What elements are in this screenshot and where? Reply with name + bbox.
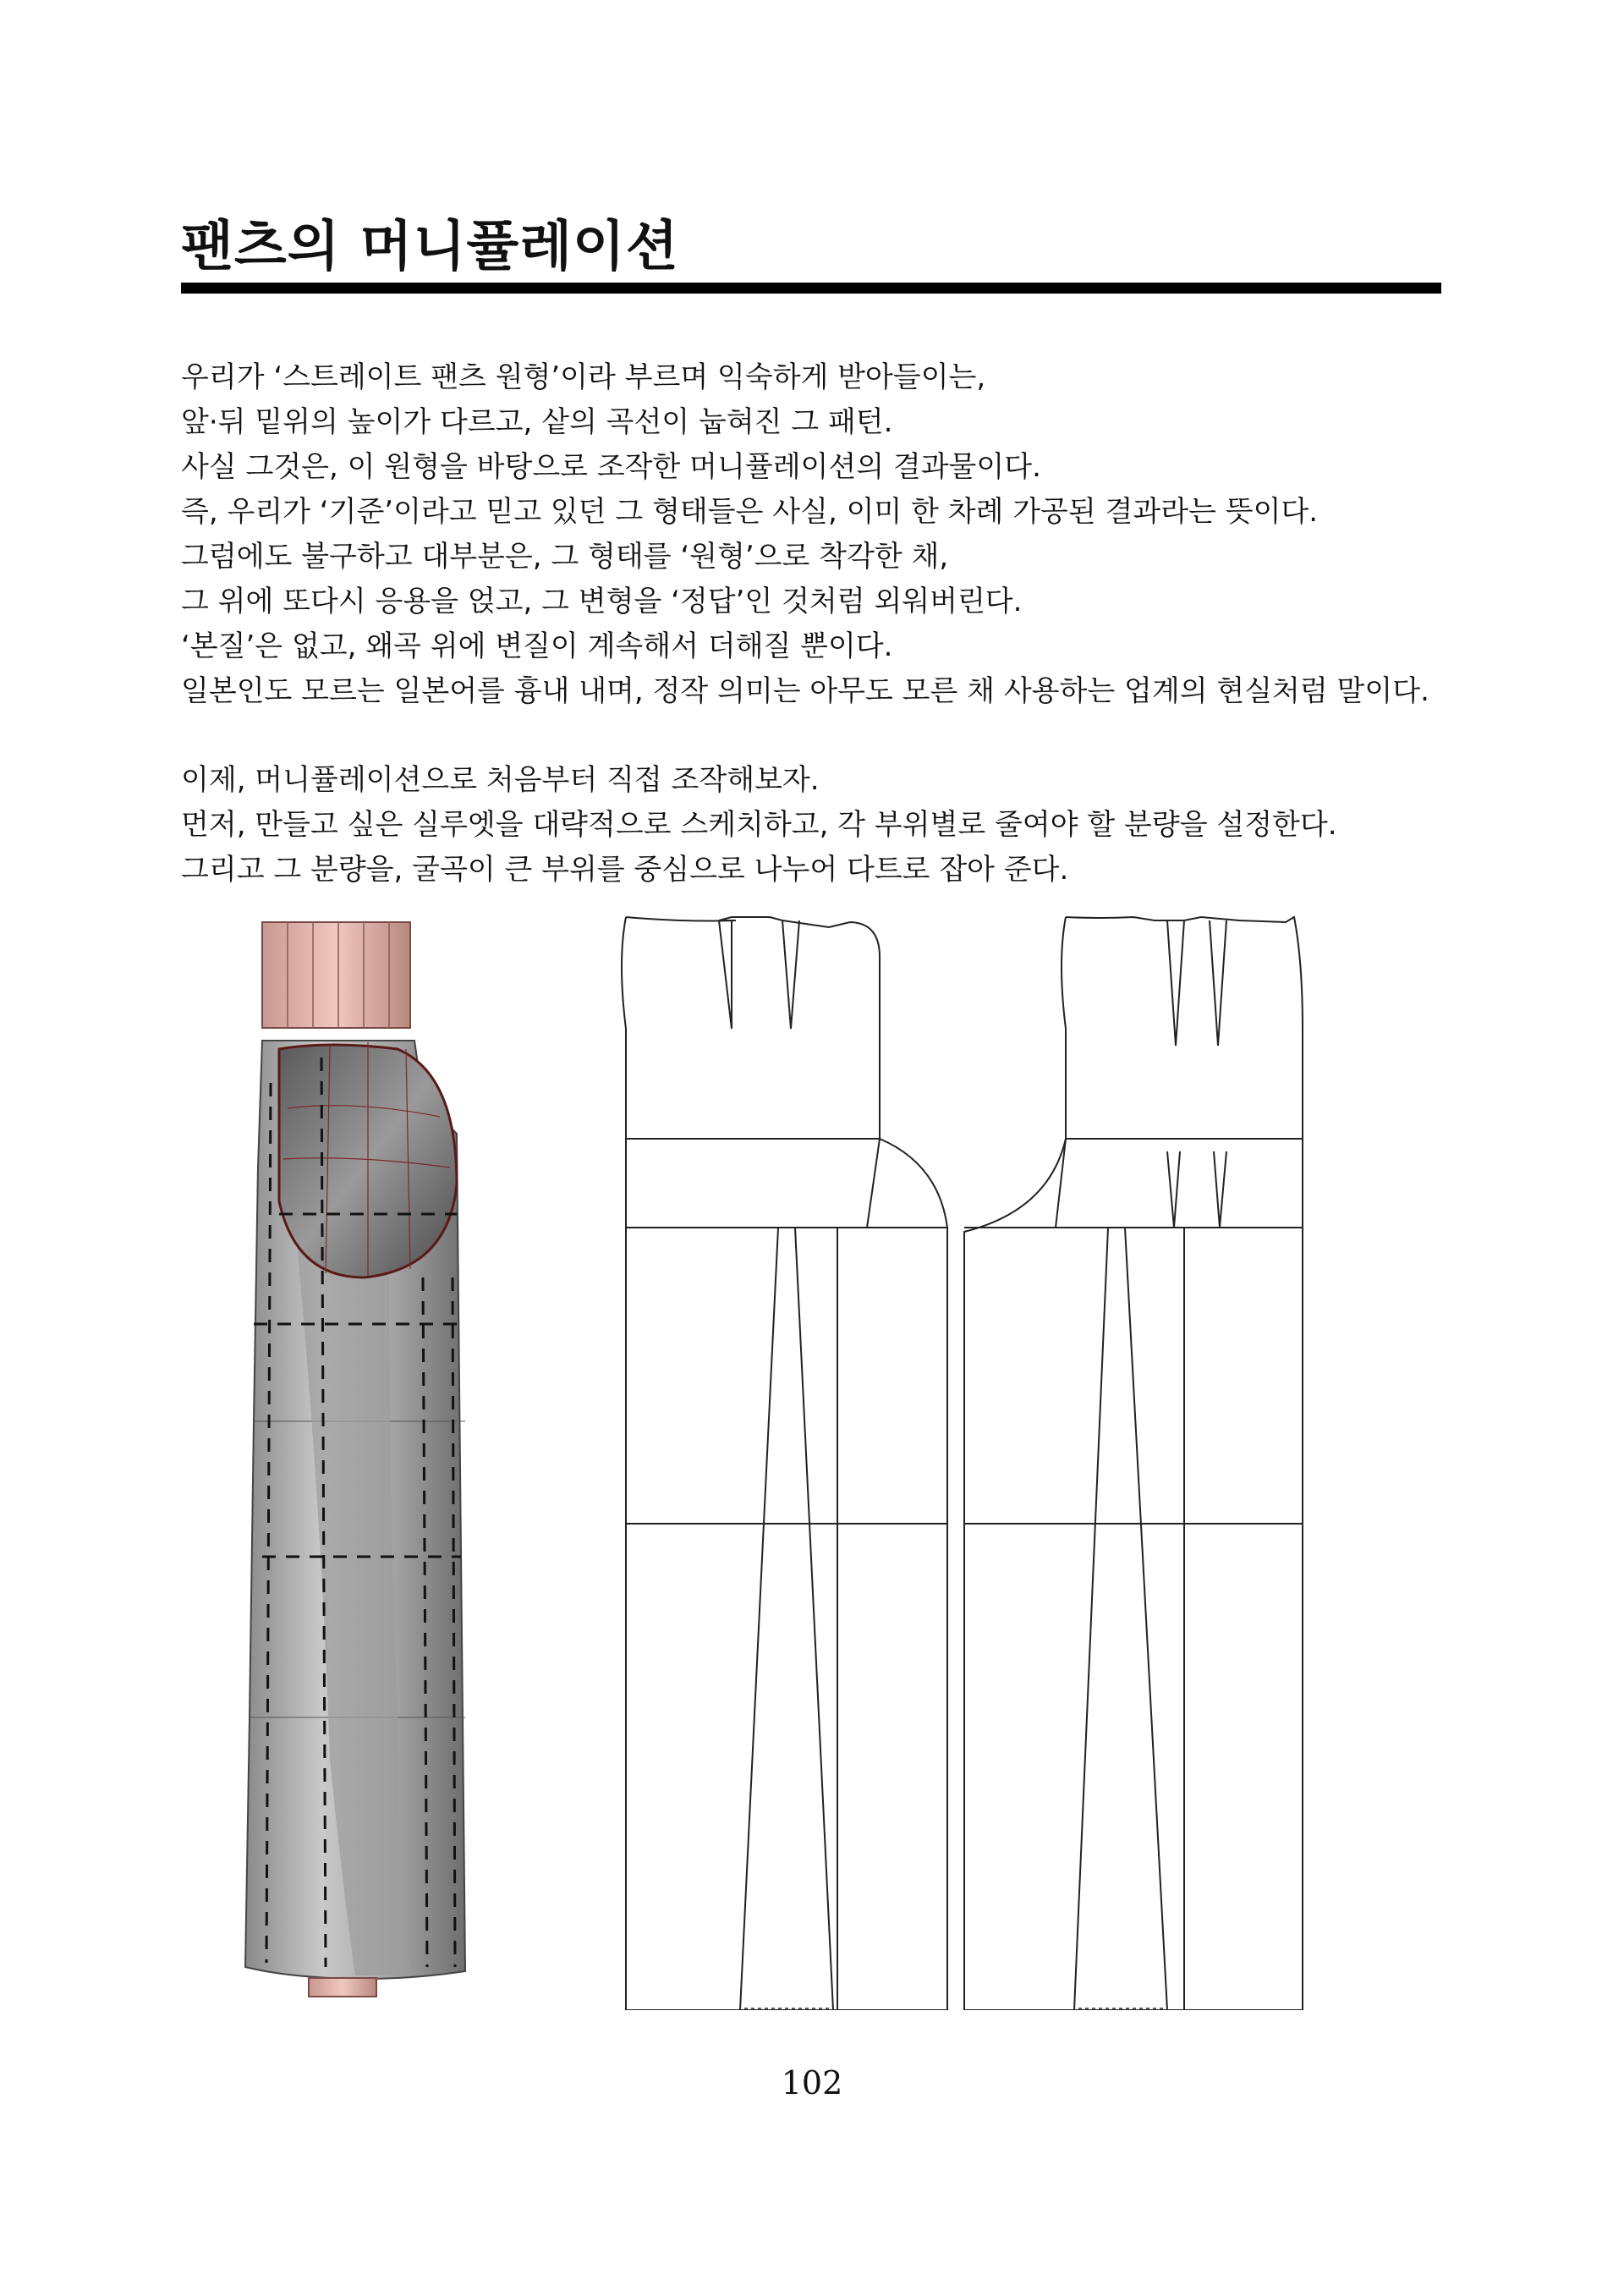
body-form-ankle bbox=[309, 1978, 376, 1997]
body-paragraph-2 bbox=[181, 758, 1337, 893]
text-line: 앞·뒤 밑위의 높이가 다르고, 샅의 곡선이 눕혀진 그 패턴. bbox=[181, 405, 893, 439]
title-underline bbox=[181, 283, 1441, 294]
page-number: 102 bbox=[781, 2064, 843, 2101]
text-line: 우리가 ‘스트레이트 팬츠 원형’이라 부르며 익숙하게 받아들이는, bbox=[181, 360, 986, 394]
text-line: 그 위에 또다시 응용을 얹고, 그 변형을 ‘정답’인 것처럼 외워버린다. bbox=[181, 585, 1023, 618]
text-line: 사실 그것은, 이 원형을 바탕으로 조작한 머니퓰레이션의 결과물이다. bbox=[181, 450, 1041, 484]
text-line: 일본인도 모르는 일본어를 흉내 내며, 정작 의미는 아무도 모른 채 사용하는 업계의 현실처럼 말이다. bbox=[181, 674, 1429, 708]
page-title: 팬츠의 머니퓰레이션 bbox=[181, 216, 679, 278]
pants-3d-illustration bbox=[228, 914, 482, 2005]
text-line: 그리고 그 분량을, 굴곡이 큰 부위를 중심으로 나누어 다트로 잡아 준다. bbox=[181, 853, 1069, 887]
text-line: 즉, 우리가 ‘기준’이라고 믿고 있던 그 형태들은 사실, 이미 한 차례 가공된 결과라는 뜻이다. bbox=[181, 495, 1319, 529]
text-line: 그럼에도 불구하고 대부분은, 그 형태를 ‘원형’으로 착각한 채, bbox=[181, 540, 949, 574]
back-dotted-lines bbox=[1078, 1524, 1184, 2008]
body-paragraph-1 bbox=[181, 355, 1429, 714]
back-pattern bbox=[964, 917, 1303, 2010]
front-pattern bbox=[622, 917, 947, 2010]
text-line: 이제, 머니퓰레이션으로 처음부터 직접 조작해보자. bbox=[181, 763, 820, 797]
body-form-waist bbox=[262, 922, 410, 1028]
text-line: 먼저, 만들고 싶은 실루엣을 대략적으로 스케치하고, 각 부위별로 줄여야 할 분량을 설정한다. bbox=[181, 808, 1337, 842]
text-line: ‘본질’은 없고, 왜곡 위에 변질이 계속해서 더해질 뿐이다. bbox=[181, 629, 893, 663]
pants-pattern-drafts bbox=[609, 910, 1455, 2010]
front-dotted-lines bbox=[744, 1524, 837, 2008]
